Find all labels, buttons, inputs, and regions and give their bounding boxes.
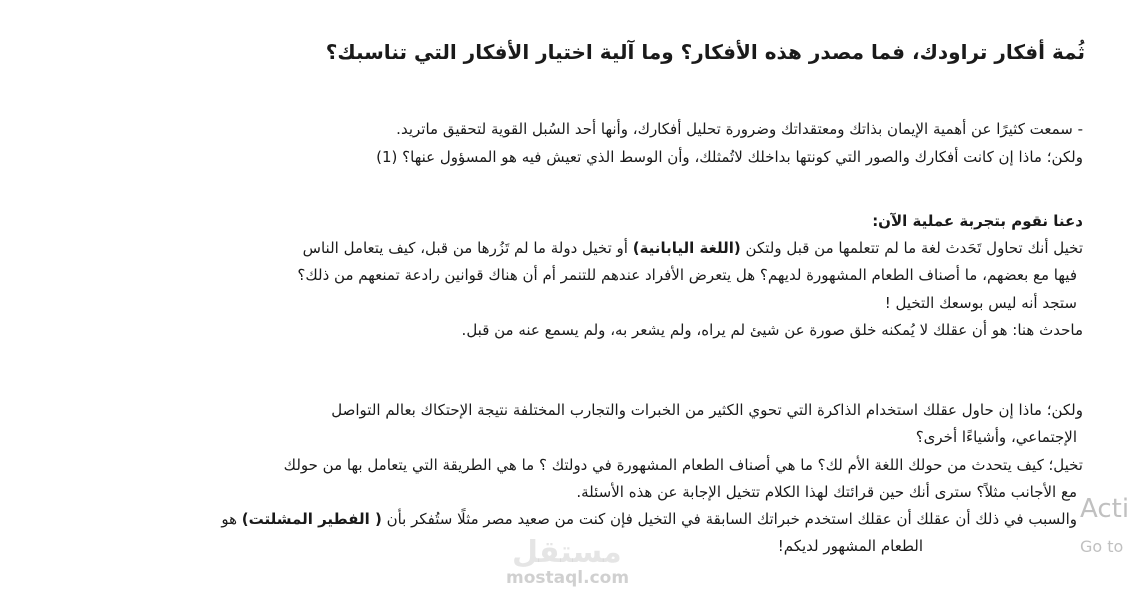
intro-line-2: ولكن؛ ماذا إن كانت أفكارك والصور التي كونتها بداخلك لاتُمثلك، وأن الوسط الذي تعيش فيه هو المسؤول عنها؟ (1) [376, 148, 1083, 166]
intro-line-1: - سمعت كثيرًا عن أهمية الإيمان بذاتك ومعتقداتك وضرورة تحليل أفكارك، وأنها أحد السُبل القوية لتحقيق ماتريد. [396, 120, 1083, 138]
memory-line-1: ولكن؛ ماذا إن حاول عقلك استخدام الذاكرة التي تحوي الكثير من الخبرات والتجارب المختلفة نتيجة الإحتكاك بعالم التواصل [331, 401, 1083, 419]
activate-windows-title: Acti [1080, 494, 1130, 524]
memory-line-2: الإجتماعي، وأشياءًا أخرى؟ [915, 428, 1077, 446]
experiment-line-1-part-2: أو تخيل دولة ما لم تَزُرها من قبل، كيف يتعامل الناس [302, 239, 633, 257]
page-title: ثُمة أفكار تراودك، فما مصدر هذه الأفكار؟ وما آلية اختيار الأفكار التي تناسبك؟ [325, 40, 1085, 64]
memory-line-4: مع الأجانب مثلاً؟ سترى أنك حين قرائتك لهذا الكلام تتخيل الإجابة عن هذه الأسئلة. [576, 483, 1077, 501]
experiment-line-1 [303, 237, 1083, 260]
memory-line-6: الطعام المشهور لديكم! [777, 537, 923, 555]
mostaql-logo-text: مستقل [512, 535, 622, 570]
memory-line-5-part-1: والسبب في ذلك أن عقلك أن عقلك استخدم خبراتك السابقة في التخيل فإن كنت من صعيد مصر مثلًا ستُفكر بأن [381, 510, 1077, 528]
memory-line-5-part-2: هو [221, 510, 242, 528]
memory-line-3: تخيل؛ كيف يتحدث من حولك اللغة الأم لك؟ ما هي أصناف الطعام المشهورة في دولتك ؟ ما هي الطريقة التي يتعامل بها من حولك [283, 456, 1083, 474]
experiment-line-3: ستجد أنه ليس بوسعك التخيل ! [884, 294, 1077, 312]
experiment-heading: دعنا نقوم بتجربة عملية الآن: [872, 212, 1083, 230]
japanese-language-emphasis: (اللغة اليابانية) [632, 239, 741, 257]
experiment-line-2: فيها مع بعضهم، ما أصناف الطعام المشهورة لديهم؟ هل يتعرض الأفراد عندهم للتنمر أم أن هناك قوانين رادعة تمنعهم من ذلك؟ [297, 266, 1077, 284]
experiment-line-4: ماحدث هنا: هو أن عقلك لا يُمكنه خلق صورة عن شيئ لم يراه، ولم يشعر به، ولم يسمع عنه من قبل. [461, 321, 1083, 339]
experiment-line-1-part-1: تخيل أنك تحاول تَحَدث لغة ما لم تتعلمها من قبل ولتكن [740, 239, 1083, 257]
mostaql-watermark [492, 535, 642, 595]
meshaltet-pie-emphasis: ( الفطير المشلتت) [241, 510, 382, 528]
mostaql-site-text: mostaql.com [506, 568, 630, 588]
activate-windows-overlay [1080, 494, 1129, 558]
memory-line-5 [221, 508, 1077, 531]
activate-windows-subtitle: Go to [1080, 537, 1124, 556]
